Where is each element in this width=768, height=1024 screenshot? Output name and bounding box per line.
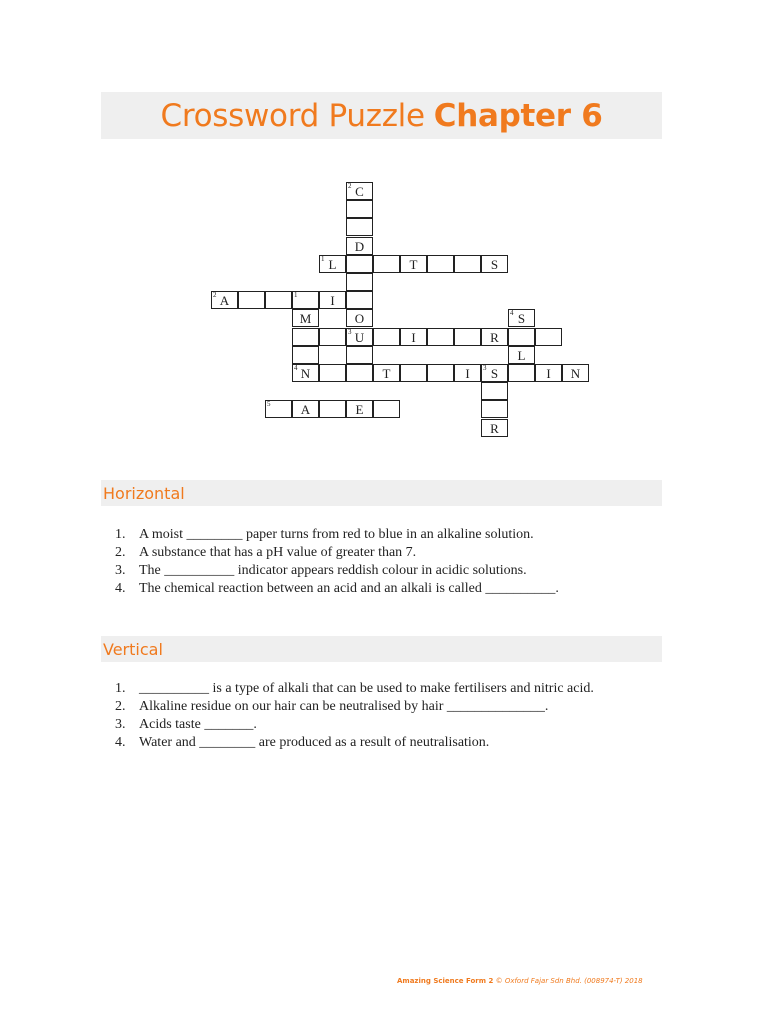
crossword-cell [211, 291, 238, 309]
clue-number: 3 [483, 364, 487, 372]
clue-number: 1. [115, 681, 126, 696]
clue-text: Alkaline residue on our hair can be neutralised by hair ______________. [139, 699, 549, 714]
crossword-cell [319, 328, 346, 346]
cell-letter: A [219, 293, 230, 309]
clue-number: 4. [115, 735, 126, 750]
cell-letter: U [354, 329, 365, 345]
crossword-cell [292, 291, 319, 309]
clue-text: The __________ indicator appears reddish colour in acidic solutions. [139, 563, 527, 578]
crossword-cell [535, 328, 562, 346]
clue-number: 3. [115, 563, 126, 578]
cell-letter [374, 329, 399, 345]
crossword-cell [346, 328, 373, 346]
footer-copyright: © Oxford Fajar Sdn Bhd. (008974-T) 2018 [495, 977, 643, 985]
crossword-cell [346, 200, 373, 218]
crossword-cell [481, 364, 508, 382]
vertical-heading: Vertical [101, 636, 662, 662]
crossword-cell [373, 328, 400, 346]
clue-number: 1. [115, 527, 126, 542]
crossword-cell [508, 364, 535, 382]
cell-letter [374, 401, 399, 417]
crossword-cell [292, 346, 319, 364]
crossword-cell [292, 400, 319, 418]
crossword-cell [400, 364, 427, 382]
crossword-cell [481, 328, 508, 346]
cell-letter [401, 365, 426, 381]
crossword-cell [319, 400, 346, 418]
cell-letter [428, 365, 453, 381]
clue-text: __________ is a type of alkali that can be used to make fertilisers and nitric acid. [139, 681, 594, 696]
crossword-cell [346, 346, 373, 364]
clue-text: A moist ________ paper turns from red to blue in an alkaline solution. [139, 527, 534, 542]
horizontal-heading: Horizontal [101, 480, 662, 506]
clue-number: 3. [115, 717, 126, 732]
cell-letter [293, 292, 318, 308]
cell-letter: S [490, 366, 499, 381]
crossword-cell [346, 309, 373, 327]
cell-letter [266, 401, 291, 417]
crossword-cell [535, 364, 562, 382]
cell-letter: T [382, 366, 391, 381]
cell-letter [347, 347, 372, 363]
cell-letter [293, 347, 318, 363]
clue-number: 5 [267, 400, 271, 409]
cell-letter: N [300, 366, 311, 381]
crossword-cell [238, 291, 265, 309]
crossword-cell [481, 419, 508, 437]
cell-letter [347, 274, 372, 290]
crossword-cell [265, 291, 292, 309]
clue-number: 4. [115, 581, 126, 596]
crossword-cell [508, 346, 535, 364]
cell-letter: S [490, 256, 499, 272]
cell-letter [509, 329, 534, 345]
cell-letter: L [328, 256, 337, 272]
crossword-cell [319, 291, 346, 309]
cell-letter [347, 219, 372, 235]
cell-letter: I [411, 329, 416, 345]
crossword-cell [481, 382, 508, 400]
cell-letter: A [300, 402, 311, 418]
crossword-cell [562, 364, 589, 382]
crossword-cell [346, 237, 373, 255]
clue-number: 1 [294, 291, 298, 300]
cell-letter [428, 329, 453, 345]
cell-letter [347, 201, 372, 217]
crossword-cell [292, 328, 319, 346]
cell-letter: M [299, 311, 312, 327]
cell-letter [374, 256, 399, 272]
cell-letter: O [354, 311, 365, 327]
clue-number: 2. [115, 545, 126, 560]
cell-letter [266, 292, 291, 308]
crossword-cell [319, 255, 346, 273]
crossword-cell [292, 309, 319, 327]
crossword-cell [454, 328, 481, 346]
title-main: Crossword Puzzle [160, 97, 425, 134]
cell-letter: R [490, 329, 499, 345]
cell-letter: I [546, 366, 551, 381]
cell-letter: N [570, 366, 581, 381]
cell-letter: R [490, 420, 499, 436]
crossword-cell [346, 400, 373, 418]
cell-letter: L [517, 347, 526, 363]
clue-number: 3 [348, 327, 352, 336]
crossword-cell [481, 255, 508, 273]
crossword-cell [427, 328, 454, 346]
crossword-cell [427, 364, 454, 382]
cell-letter [482, 383, 507, 399]
clue-text: Acids taste _______. [139, 717, 257, 732]
cell-letter [428, 256, 453, 272]
cell-letter: S [517, 311, 526, 327]
cell-letter [509, 365, 534, 381]
title-chapter: Chapter 6 [433, 97, 603, 134]
crossword-cell [373, 255, 400, 273]
cell-letter: T [409, 256, 418, 272]
clue-text: A substance that has a pH value of greater than 7. [139, 545, 417, 560]
clue-number: 4 [510, 309, 514, 318]
clue-number: 4 [294, 364, 298, 372]
footer-book: Amazing Science Form 2 [397, 977, 494, 985]
clue-text: The chemical reaction between an acid and an alkali is called __________. [139, 581, 559, 596]
crossword-cell [400, 255, 427, 273]
crossword-cell [265, 400, 292, 418]
crossword-cell [373, 364, 400, 382]
cell-letter [347, 365, 372, 381]
cell-letter [455, 256, 480, 272]
crossword-cell [346, 273, 373, 291]
crossword-cell [346, 218, 373, 236]
cell-letter [320, 365, 345, 381]
cell-letter: D [354, 238, 365, 254]
cell-letter: I [330, 293, 335, 309]
cell-letter [536, 329, 561, 345]
cell-letter [320, 401, 345, 417]
clue-text: Water and ________ are produced as a result of neutralisation. [139, 735, 490, 750]
cell-letter [239, 292, 264, 308]
cell-letter [482, 401, 507, 417]
clue-number: 2. [115, 699, 126, 714]
cell-letter: C [355, 184, 364, 199]
crossword-cell [427, 255, 454, 273]
crossword-cell [346, 291, 373, 309]
cell-letter [347, 256, 372, 272]
crossword-cell [292, 364, 319, 382]
crossword-cell [346, 255, 373, 273]
clue-number: 2 [213, 291, 217, 300]
crossword-cell [454, 255, 481, 273]
crossword-cell [346, 182, 373, 200]
crossword-cell [481, 400, 508, 418]
crossword-cell [508, 309, 535, 327]
crossword-cell [373, 400, 400, 418]
cell-letter: I [465, 366, 470, 381]
cell-letter: E [355, 402, 364, 418]
crossword-cell [508, 328, 535, 346]
cell-letter [455, 329, 480, 345]
cell-letter [347, 292, 372, 308]
clue-number: 2 [348, 182, 352, 190]
crossword-cell [454, 364, 481, 382]
footer-credit [397, 977, 677, 985]
crossword-cell [319, 364, 346, 382]
crossword-cell [400, 328, 427, 346]
cell-letter [320, 329, 345, 345]
crossword-cell [346, 364, 373, 382]
cell-letter [293, 329, 318, 345]
clue-number: 1 [321, 254, 325, 263]
